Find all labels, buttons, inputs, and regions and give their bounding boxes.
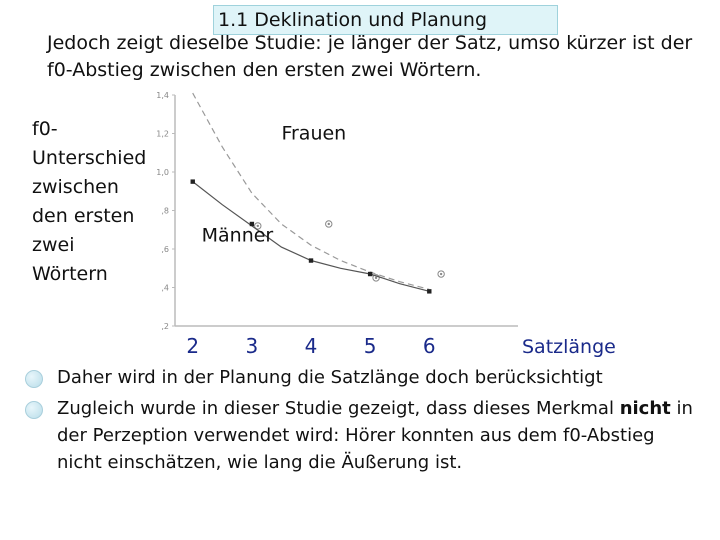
y-tick-label: ,4 [161,283,169,293]
bullet-text-post: in der Perzeption verwendet wird: Hörer konnten aus dem f0-Abstieg nicht einschätzen, wie lang die Äußerung ist. [57,398,693,473]
y-label-line: Unterschied [32,147,147,169]
x-tick-label: 3 [245,334,259,358]
slide-title: 1.1 Deklination und Planung [213,5,558,35]
f0-chart [150,90,530,335]
x-axis-label: Satzlänge [522,336,616,358]
x-tick-label: 4 [304,334,318,358]
intro-text: Jedoch zeigt dieselbe Studie: je länger der Satz, umso kürzer ist der f0-Abstieg zwischen den ersten zwei Wörtern. [47,32,693,81]
data-point-frauen-dot [440,273,442,275]
x-tick-label: 5 [363,334,377,358]
series-label: Frauen [281,122,347,145]
y-tick-label: ,2 [161,322,169,331]
bullet-dot-icon [25,370,43,388]
series-label: Männer [201,224,274,247]
y-label-line: den ersten [32,205,135,227]
y-axis-label [32,115,157,289]
y-tick-label: 1,0 [156,168,169,177]
y-label-line: zwei [32,234,75,256]
bullet-text-pre: Zugleich wurde in dieser Studie gezeigt, dass dieses Merkmal [57,398,620,419]
y-label-line: f0- [32,118,58,140]
y-tick-label: ,8 [161,206,169,216]
x-tick-label: 6 [422,334,436,358]
bullet-dot-icon [25,401,43,419]
bullet-item [25,364,705,391]
data-point-maenner [191,179,195,183]
data-point-maenner [368,272,372,276]
data-point-maenner [427,289,431,293]
bullet-item [25,395,705,476]
data-point-frauen-dot [375,277,377,279]
y-label-line: zwischen [32,176,119,198]
x-tick-label: 2 [186,334,200,358]
data-point-frauen-dot [328,223,330,225]
y-tick-label: ,6 [161,245,169,254]
bullet-list [25,364,705,480]
y-tick-label: 1,4 [156,91,169,100]
data-point-maenner [309,258,313,262]
y-label-line: Wörtern [32,263,108,285]
bullet-text: Daher wird in der Planung die Satzlänge doch berücksichtigt [57,367,603,388]
bullet-text-bold: nicht [619,398,671,419]
y-tick-label: 1,2 [156,129,169,139]
